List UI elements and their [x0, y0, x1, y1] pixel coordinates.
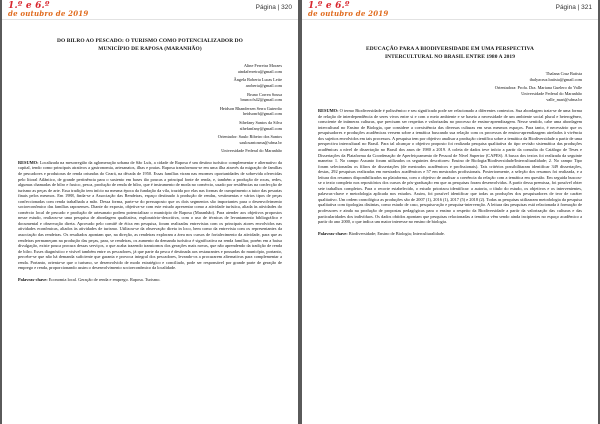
author-list: [318, 71, 582, 102]
author-block: [18, 120, 282, 131]
author-block: [318, 71, 582, 82]
keywords-label: Palavras-chave:: [318, 230, 348, 236]
author-block: [318, 85, 582, 102]
author-line: Sthefany Santos da Silva: [239, 119, 282, 125]
author-line: Ângela Roberta Lucas Leite: [233, 77, 282, 83]
abstract-text: Localizada na mesorregião da aglomeração urbana de São Luís, a cidade de Raposa é um destino turístico complementar e alternativo da capital, tendo como principais atrativos a gastronomia, artesanatos, ilhas e praias. Raposa transformou-se em uma ilha através da migração de famílias de pescadores e produtoras de renda oriundas do Ceará, na década de 1950. Essas famílias viram nas enormes oportunidades de sobrevida oferecidas pelo litoral Atlântico, de grande pertinência para o sustento em bases tão poucas a principal fonte de renda, e, também a produção de rocas, redes, algumas chamadas de bilro e fuxico, pesca, produção de renda de bilro, que é instrumento de moda no comércio, usado por residências na confecção de turismo as peças de arte. Essa tradição tem início na mesma época da fundação da vila, trazida por elas nas formas de cumprimento a tutor das pesarias finais pelos mesmos. Em 1988, finda-se a Associação das Rendeiras, espaço destinado à produção de rendas, vestimentas e vários tipos de peças confeccionadas com renda trabalhada a mão. Dessa forma, parte-se do pressuposto que os dois segmentos são importantes para o desenvolvimento socioeconômico das famílias raposenses. Diante do exposto, objetiva-se com este estudo apresentar como a atividade turística, aliada às atividades do comércio local de pescado e produção de artesanato podem potencializar o município de Raposa (Maranhão). Para atender aos objetivos propostos nesse estudo, realizou-se uma pesquisa de abordagem qualitativa, exploratório-descritiva, com o uso de técnicas de levantamento bibliográfico e documental e observação direta. Aprovado pelo comitê de ética em pesquisa, foram realizadas entrevistas com os principais atores envolvidos nas atividades econômicas, aliados às atividades de turismo. Utilizou-se da observação direta in loco, bem como da entrevista com os representantes da associação das rendeiras. Os resultados apontam que, na direção, as rendeiras exploram a área nos cursos de fortalecimento da atividade, para que as rendeiras permaneçam na produção das peças, para, se rendeiras, os aumento da demanda turística é significativa na renda familiar, porém em a baixa divulgação, existe pouca procura dessas serviços, o que acaba trazendo transtornos dos gerações mais novas, que não aprendendo da tradição de renda de bilro. Esses diagnóstico e visível também entre os pescadores, já que parte da pesca é destinada aos restaurantes e pousadas do município, portanto, percebe-se que não há demanda suficiente que garanta e provoca integral dos pescadores, levando-os a procurarem alternativas para complementar a renda. Portanto, orienta-se que o turismo, se desenvolvido de modo estratégico e conciliado, pode ser responsável por grande parte de geração de emprego e renda, proporcionando assim o desenvolvimento socioeconômico da localidade.: [18, 159, 282, 271]
title-line-2: INTERCULTURAL NO BRASIL ENTRE 1980 A 2019: [384, 53, 515, 60]
author-list: [18, 63, 282, 154]
page-header: [302, 0, 598, 20]
author-block: [18, 106, 282, 117]
author-line: Aline Ferreira Moraes: [243, 63, 282, 69]
paper-title: [318, 46, 582, 61]
event-logo: [8, 1, 89, 18]
author-line: Universidade Federal do Maranhão: [521, 90, 582, 96]
left-page: [2, 0, 298, 424]
page-header: [2, 0, 298, 20]
abstract: [318, 108, 582, 224]
keywords: [318, 231, 582, 237]
event-logo: [308, 1, 389, 18]
author-email: brunocfs42@gmail.com: [240, 97, 282, 103]
page-number: Página | 321: [555, 4, 592, 11]
title-line-2: MUNICÍPIO DE RAPOSA (MARANHÃO): [98, 45, 202, 52]
keywords-text: Biodiversidade; Ensino de Biologia; Interculturalidade.: [348, 230, 445, 236]
author-email: thalyacruz.batista@gmail.com: [529, 76, 582, 82]
keywords-text: Economia local. Geração de renda e emprego. Raposa. Turismo.: [48, 276, 161, 282]
keywords-label: Palavras-chave:: [18, 276, 48, 282]
logo-line-1: 1.º e 6.º: [8, 1, 50, 11]
author-block: [18, 134, 282, 145]
keywords: [18, 277, 282, 283]
author-block: [18, 148, 282, 154]
author-line: Orientadora: Profa. Dra. Mariana Guelero do Valle: [494, 85, 582, 91]
abstract-label: RESUMO:: [18, 159, 39, 165]
abstract-label: RESUMO:: [318, 108, 339, 114]
abstract: [18, 160, 282, 271]
paper-title: [18, 38, 282, 53]
author-line: Bruno Correa Sousa: [247, 91, 282, 97]
author-email: sthefanfany@gmail.com: [239, 125, 282, 131]
page-content: [318, 24, 582, 420]
abstract-text: O termo Biodiversidade é polissêmico e seu significado pode ser relacionado a diferentes contextos. Sua abordagem trata-se de uma forma de relação de interdependência de seres vivos entre si e com o meio ambiente e se baseia a necessidade de um ambiente social plural e heterogêneo, consciente de inúmeras culturas, que precisam ser respeitas e valorizadas no processo de ensino-aprendizagem. Nesse sentido, cabe uma abordagem intercultural no Ensino de Biologia, que considere a coexistência das diversas culturas em seus mesmos espaços. Para tanto, é necessário que os pesquisadores e produções acadêmicas versem sobre a temática buscando sua relação com os processos de ensino-aprendizagem atrelados à vivência dos sujeitos envolvidos em tais processos. A pesquisa tem por objetivo analisar a produção científica sobre a temática da Biodiversidade a partir de uma perspectiva intercultural no Brasil. Para tal alcançar o objetivo proposto foi realizada pesquisa qualitativa do tipo revisão sistemática das produções acadêmicas a nível de dissertação no Brasil dos anos de 1980 a 2019. A coleta de dados teve início a partir da consulta do Catálogo de Teses e Dissertações da Plataforma da Coordenação de Aperfeiçoamento de Pessoal de Nível Superior (CAPES). A busca dos textos foi realizada da seguinte maneira: 1. No campo Assunto foram utilizados os seguintes descritores: Ensino de Biologia/Biodiversidade/Interculturalidade; 2. No campo Tipo foram selecionadas os filtros de dissertações (de mestrados acadêmicos e profissionais). Tais critérios possibilitaram identificar 349 dissertações, destas, 292 pesquisas realizadas em mestrados acadêmicos e 57 em mestrados profissionais. Posteriormente, a seleção dos resumos foi realizada, e a leitura dos resumos disponibilizados na plataforma, com o objetivo de analisar a coerência da relação com a temática em questão. Em seguida buscou-se o texto completo nos repositórios dos cursos de pós-graduação em que as pesquisas foram desenvolvidas. A partir dessa premissa, foi possível obter sete trabalhos completos. Para o recorte estabelecido, o estudo priorizou identificar: a autoria, o título do estudo, os objetivos e os intervenientes, palavras-chave e metodologia aplicada nos estudos. Assim, foi possível identificar que todas as produções dos pesquisadores de teor de caráter qualitativo. Um ordem cronológica as produções são de 2007 (1), 2016 (1), 2017 (5) e 2018 (2). Todas as pesquisas utilizaram metodologia da pesquisa qualitativa com tipologias distintas, como estudo de caso, pesquisa-ação e pesquisa-intervenção. A leitura das pesquisas está relacionada à formação de professores e ainda na produção de propostas pedagógicas para o ensino a respeito da Biodiversidade a partir da valorização das culturas e das particularidades dos indivíduos. Os dados obtidos apontam que pesquisas relacionadas a temática vêm sendo ainda incipientes no espaço acadêmico a partir do ano 2000, o que indica um maior interesse no ensino de biologia.: [318, 108, 582, 225]
page-number: Página | 320: [255, 4, 292, 11]
author-line: Thalana Cruz Batista: [545, 71, 582, 77]
author-email: aroberta@gmail.com: [245, 82, 282, 88]
page-content: [18, 24, 282, 420]
author-email: valle_mari@ufma.br: [546, 96, 582, 102]
author-block: [18, 63, 282, 74]
author-line: Universidade Federal do Maranhão: [221, 148, 282, 154]
author-line: Heidson Rhandersen Serra Guterrão: [219, 105, 282, 111]
author-block: [18, 92, 282, 103]
logo-line-2: de outubro de 2019: [308, 9, 389, 18]
title-line-1: EDUCAÇÃO PARA A BIODIVERSIDADE EM UMA PERSPECTIVA: [366, 46, 534, 52]
right-page: [302, 0, 598, 424]
author-email: saulosantosma@ufma.br: [239, 139, 282, 145]
author-email: heidsonrh@gmail.com: [242, 111, 282, 117]
logo-line-2: de outubro de 2019: [8, 9, 89, 18]
author-email: aindaferreira@gmail.com: [237, 68, 282, 74]
title-line-1: DO BILRO AO PESCADO: O TURISMO COMO POTENCIALIZADOR DO: [57, 38, 243, 44]
author-line: Orientador: Saulo Ribeiro dos Santos: [217, 134, 282, 140]
logo-line-1: 1.º e 6.º: [308, 1, 350, 11]
author-block: [18, 77, 282, 88]
